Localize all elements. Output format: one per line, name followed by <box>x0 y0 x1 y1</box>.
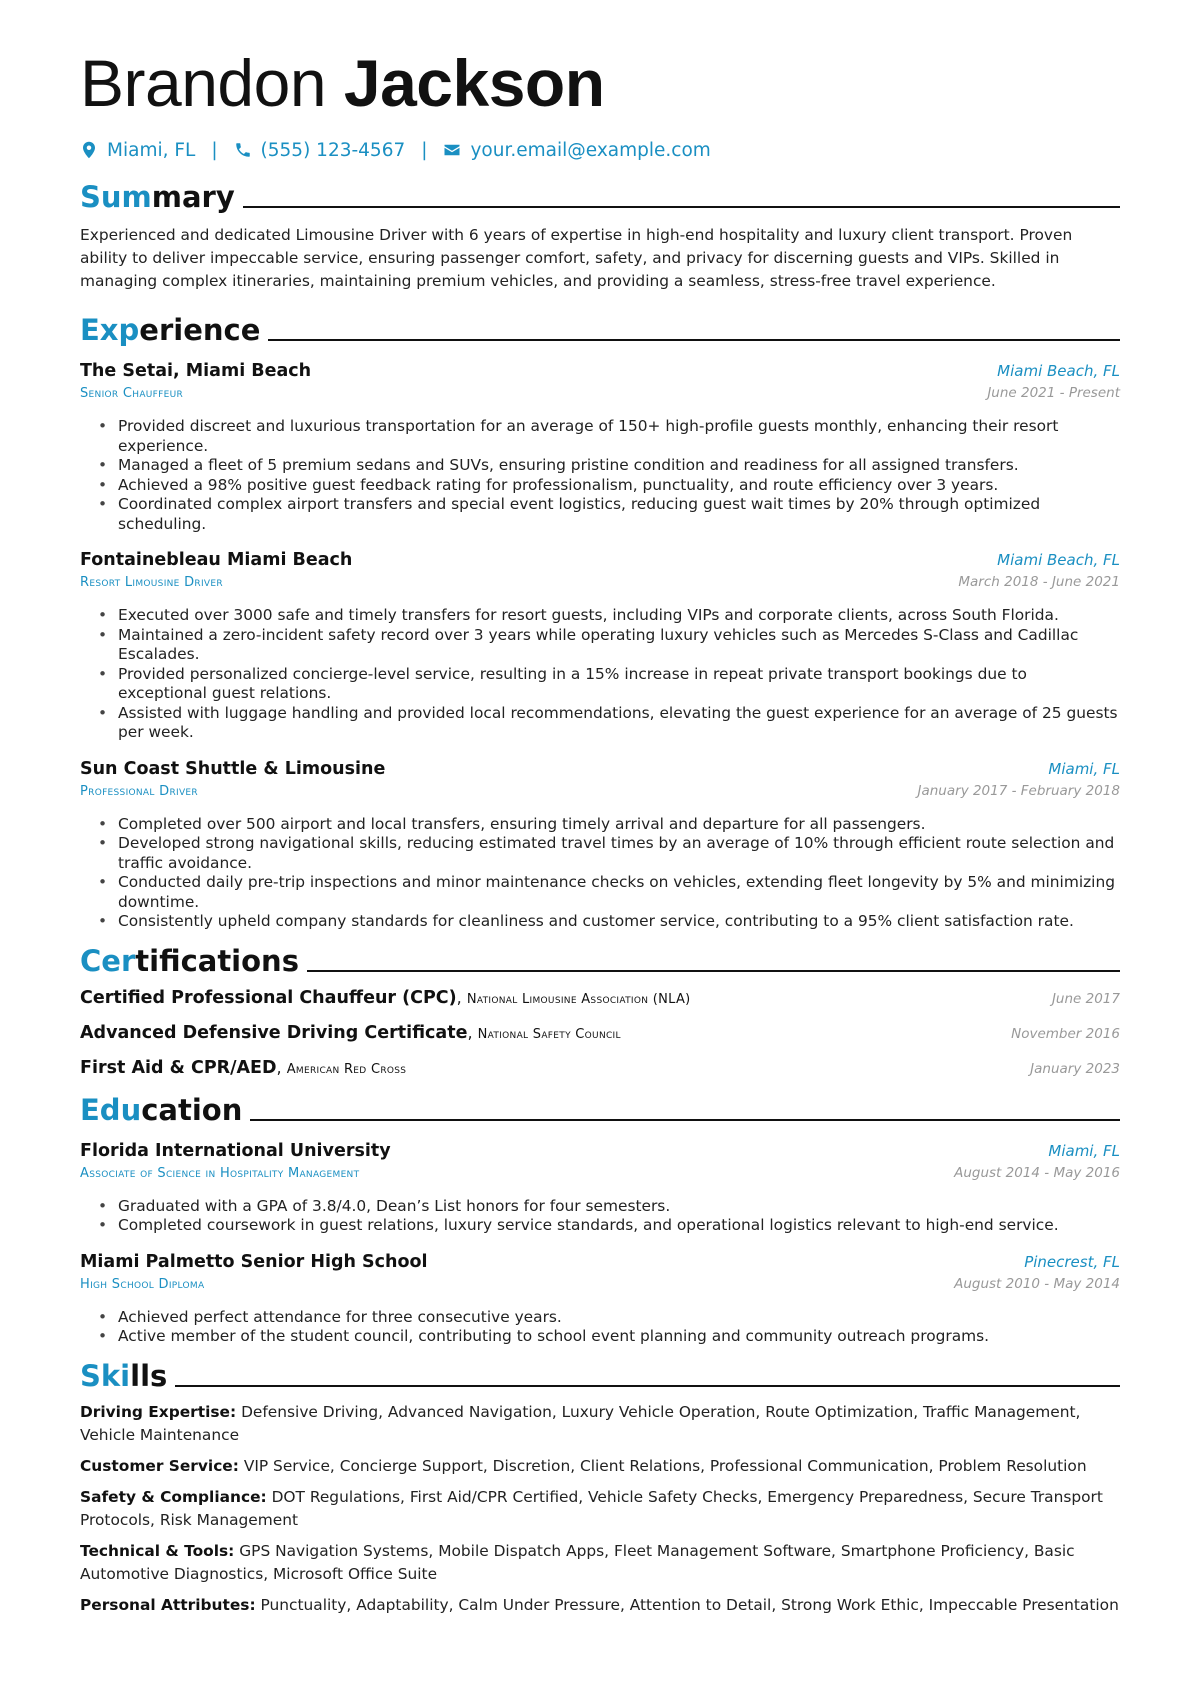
list-item: • Achieved a 98% positive guest feedback rating for professionalism, punctuality, and route efficiency over 3 years. <box>118 476 1120 496</box>
list-item: • Managed a fleet of 5 premium sedans and SUVs, ensuring pristine condition and readiness for all assigned transfers. <box>118 456 1120 476</box>
contact-separator: | <box>211 139 218 161</box>
first-name: Brandon <box>80 46 327 120</box>
employer-name: The Setai, Miami Beach <box>80 361 312 381</box>
summary-heading <box>80 178 1120 214</box>
job-bullets <box>80 417 1120 534</box>
degree: Associate of Science in Hospitality Management <box>80 1165 360 1181</box>
skill-label: Safety & Compliance: <box>80 1487 267 1506</box>
skill-values: Defensive Driving, Advanced Navigation, Luxury Vehicle Operation, Route Optimization, Traffic Management, Vehicle Maintenance <box>80 1402 1081 1444</box>
education-bullets <box>80 1308 1120 1347</box>
school-dates: August 2014 - May 2016 <box>954 1164 1120 1181</box>
envelope-icon <box>443 141 461 159</box>
experience-entry <box>80 359 1120 534</box>
certification-issuer: American Red Cross <box>286 1061 407 1077</box>
certification-name: Certified Professional Chauffeur (CPC) <box>80 987 457 1008</box>
experience-entry <box>80 548 1120 743</box>
list-item: • Developed strong navigational skills, reducing estimated travel times by an average of 10% through efficient route selection and traffic avoidance. <box>118 834 1120 873</box>
heading-rule <box>243 206 1120 208</box>
list-item: • Achieved perfect attendance for three consecutive years. <box>118 1308 1120 1328</box>
heading-rule <box>268 339 1120 341</box>
heading-rest: erience <box>139 313 261 347</box>
certification-date: November 2016 <box>1011 1025 1120 1042</box>
heading-rest: tifications <box>135 943 299 978</box>
contact-location <box>80 140 195 161</box>
candidate-name <box>80 44 1120 122</box>
job-title: Professional Driver <box>80 783 198 799</box>
contact-email[interactable] <box>443 140 710 161</box>
heading-accent: Exp <box>80 313 140 347</box>
phone-icon <box>234 141 252 159</box>
education-bullets <box>80 1197 1120 1236</box>
list-item: • Provided discreet and luxurious transportation for an average of 150+ high-profile guests monthly, enhancing their resort experience. <box>118 417 1120 456</box>
list-item: • Active member of the student council, contributing to school event planning and community outreach programs. <box>118 1327 1120 1347</box>
skill-row <box>80 1486 1120 1532</box>
skill-label: Driving Expertise: <box>80 1402 237 1421</box>
school-location: Miami, FL <box>1048 1141 1120 1160</box>
certification-date: June 2017 <box>1051 990 1120 1007</box>
certification-date: January 2023 <box>1030 1060 1120 1077</box>
job-location: Miami Beach, FL <box>997 551 1120 569</box>
last-name: Jackson <box>343 46 605 120</box>
skill-label: Customer Service: <box>80 1456 239 1475</box>
certification-entry: First Aid & CPR/AED, American Red Cross January 2023 <box>80 1057 1120 1078</box>
job-bullets <box>80 815 1120 932</box>
employer-name: Fontainebleau Miami Beach <box>80 550 353 570</box>
heading-rest: mary <box>151 180 235 214</box>
degree: High School Diploma <box>80 1276 205 1292</box>
heading-accent: Ski <box>80 1358 131 1393</box>
skill-values: VIP Service, Concierge Support, Discretion, Client Relations, Professional Communication, Problem Resolution <box>243 1456 1087 1475</box>
education-heading <box>80 1091 1120 1127</box>
certification-entry: Advanced Defensive Driving Certificate, National Safety Council November 2016 <box>80 1022 1120 1043</box>
list-item: • Coordinated complex airport transfers and special event logistics, reducing guest wait times by 20% through optimized scheduling. <box>118 495 1120 534</box>
skill-label: Technical & Tools: <box>80 1541 235 1560</box>
skills-heading <box>80 1357 1120 1393</box>
certification-issuer: National Safety Council <box>477 1026 621 1042</box>
contact-separator: | <box>421 139 428 161</box>
heading-accent: Cer <box>80 943 136 978</box>
contact-phone <box>234 140 406 161</box>
skill-row <box>80 1455 1120 1478</box>
job-dates: June 2021 - Present <box>987 385 1120 401</box>
experience-entry <box>80 757 1120 932</box>
employer-name: Sun Coast Shuttle & Limousine <box>80 758 386 779</box>
experience-heading <box>80 311 1120 347</box>
heading-rest: lls <box>130 1358 168 1393</box>
job-location: Miami Beach, FL <box>997 362 1120 380</box>
list-item: • Maintained a zero-incident safety record over 3 years while operating luxury vehicles such as Mercedes S-Class and Cadillac Escalades. <box>118 626 1120 665</box>
certifications-heading <box>80 942 1120 978</box>
location-text: Miami, FL <box>107 139 196 161</box>
skill-row <box>80 1540 1120 1586</box>
skill-values: DOT Regulations, First Aid/CPR Certified, Vehicle Safety Checks, Emergency Preparedness, Secure Transport Protocols, Risk Management <box>80 1487 1103 1529</box>
education-entry <box>80 1250 1120 1347</box>
list-item: • Completed over 500 airport and local transfers, ensuring timely arrival and departure for all passengers. <box>118 815 1120 835</box>
heading-accent: Edu <box>80 1092 142 1127</box>
education-entry <box>80 1139 1120 1236</box>
certification-entry: Certified Professional Chauffeur (CPC), National Limousine Association (NLA) June 2017 <box>80 987 1120 1008</box>
school-name: Miami Palmetto Senior High School <box>80 1251 428 1272</box>
job-dates: January 2017 - February 2018 <box>917 782 1120 799</box>
certification-name: First Aid & CPR/AED <box>80 1057 277 1078</box>
heading-accent: Sum <box>80 180 152 214</box>
skill-row <box>80 1401 1120 1447</box>
job-title: Senior Chauffeur <box>80 386 184 401</box>
email-link[interactable]: your.email@example.com <box>470 139 711 161</box>
list-item: • Executed over 3000 safe and timely transfers for resort guests, including VIPs and corporate clients, across South Florida. <box>118 606 1120 626</box>
school-location: Pinecrest, FL <box>1024 1252 1120 1271</box>
job-dates: March 2018 - June 2021 <box>958 574 1120 590</box>
heading-rule <box>175 1385 1120 1387</box>
skill-row <box>80 1594 1120 1617</box>
contact-line <box>80 136 1120 164</box>
skill-values: Punctuality, Adaptability, Calm Under Pressure, Attention to Detail, Strong Work Ethic, Impeccable Presentation <box>260 1595 1119 1614</box>
skill-values: GPS Navigation Systems, Mobile Dispatch Apps, Fleet Management Software, Smartphone Proficiency, Basic Automotive Diagnostics, Microsoft Office Suite <box>80 1541 1075 1583</box>
certification-issuer: National Limousine Association (NLA) <box>466 991 691 1007</box>
list-item: • Conducted daily pre-trip inspections and minor maintenance checks on vehicles, extending fleet longevity by 5% and minimizing downtime. <box>118 873 1120 912</box>
summary-text: Experienced and dedicated Limousine Driver with 6 years of expertise in high-end hospitality and luxury client transport. Proven ability to deliver impeccable service, ensuring passenger comfort, safety, and privacy for discerning guests and VIPs. Skilled in managing complex itineraries, maintaining premium vehicles, and providing a seamless, stress-free travel experience. <box>80 226 1073 290</box>
list-item: • Assisted with luggage handling and provided local recommendations, elevating the guest experience for an average of 25 guests per week. <box>118 704 1120 743</box>
job-bullets <box>80 606 1120 743</box>
phone-text: (555) 123-4567 <box>260 139 406 161</box>
certification-name: Advanced Defensive Driving Certificate <box>80 1022 468 1043</box>
job-title: Resort Limousine Driver <box>80 575 223 590</box>
list-item: • Provided personalized concierge-level service, resulting in a 15% increase in repeat private transport bookings due to exceptional guest relations. <box>118 665 1120 704</box>
school-dates: August 2010 - May 2014 <box>954 1275 1120 1292</box>
heading-rest: cation <box>141 1092 243 1127</box>
list-item: • Consistently upheld company standards for cleanliness and customer service, contributing to a 95% client satisfaction rate. <box>118 912 1120 932</box>
list-item: • Completed coursework in guest relations, luxury service standards, and operational logistics relevant to high-end service. <box>118 1216 1120 1236</box>
heading-rule <box>250 1119 1120 1121</box>
map-pin-icon <box>80 141 98 159</box>
heading-rule <box>307 970 1120 972</box>
list-item: • Graduated with a GPA of 3.8/4.0, Dean’s List honors for four semesters. <box>118 1197 1120 1217</box>
job-location: Miami, FL <box>1048 759 1120 778</box>
skill-label: Personal Attributes: <box>80 1595 256 1614</box>
school-name: Florida International University <box>80 1140 391 1161</box>
